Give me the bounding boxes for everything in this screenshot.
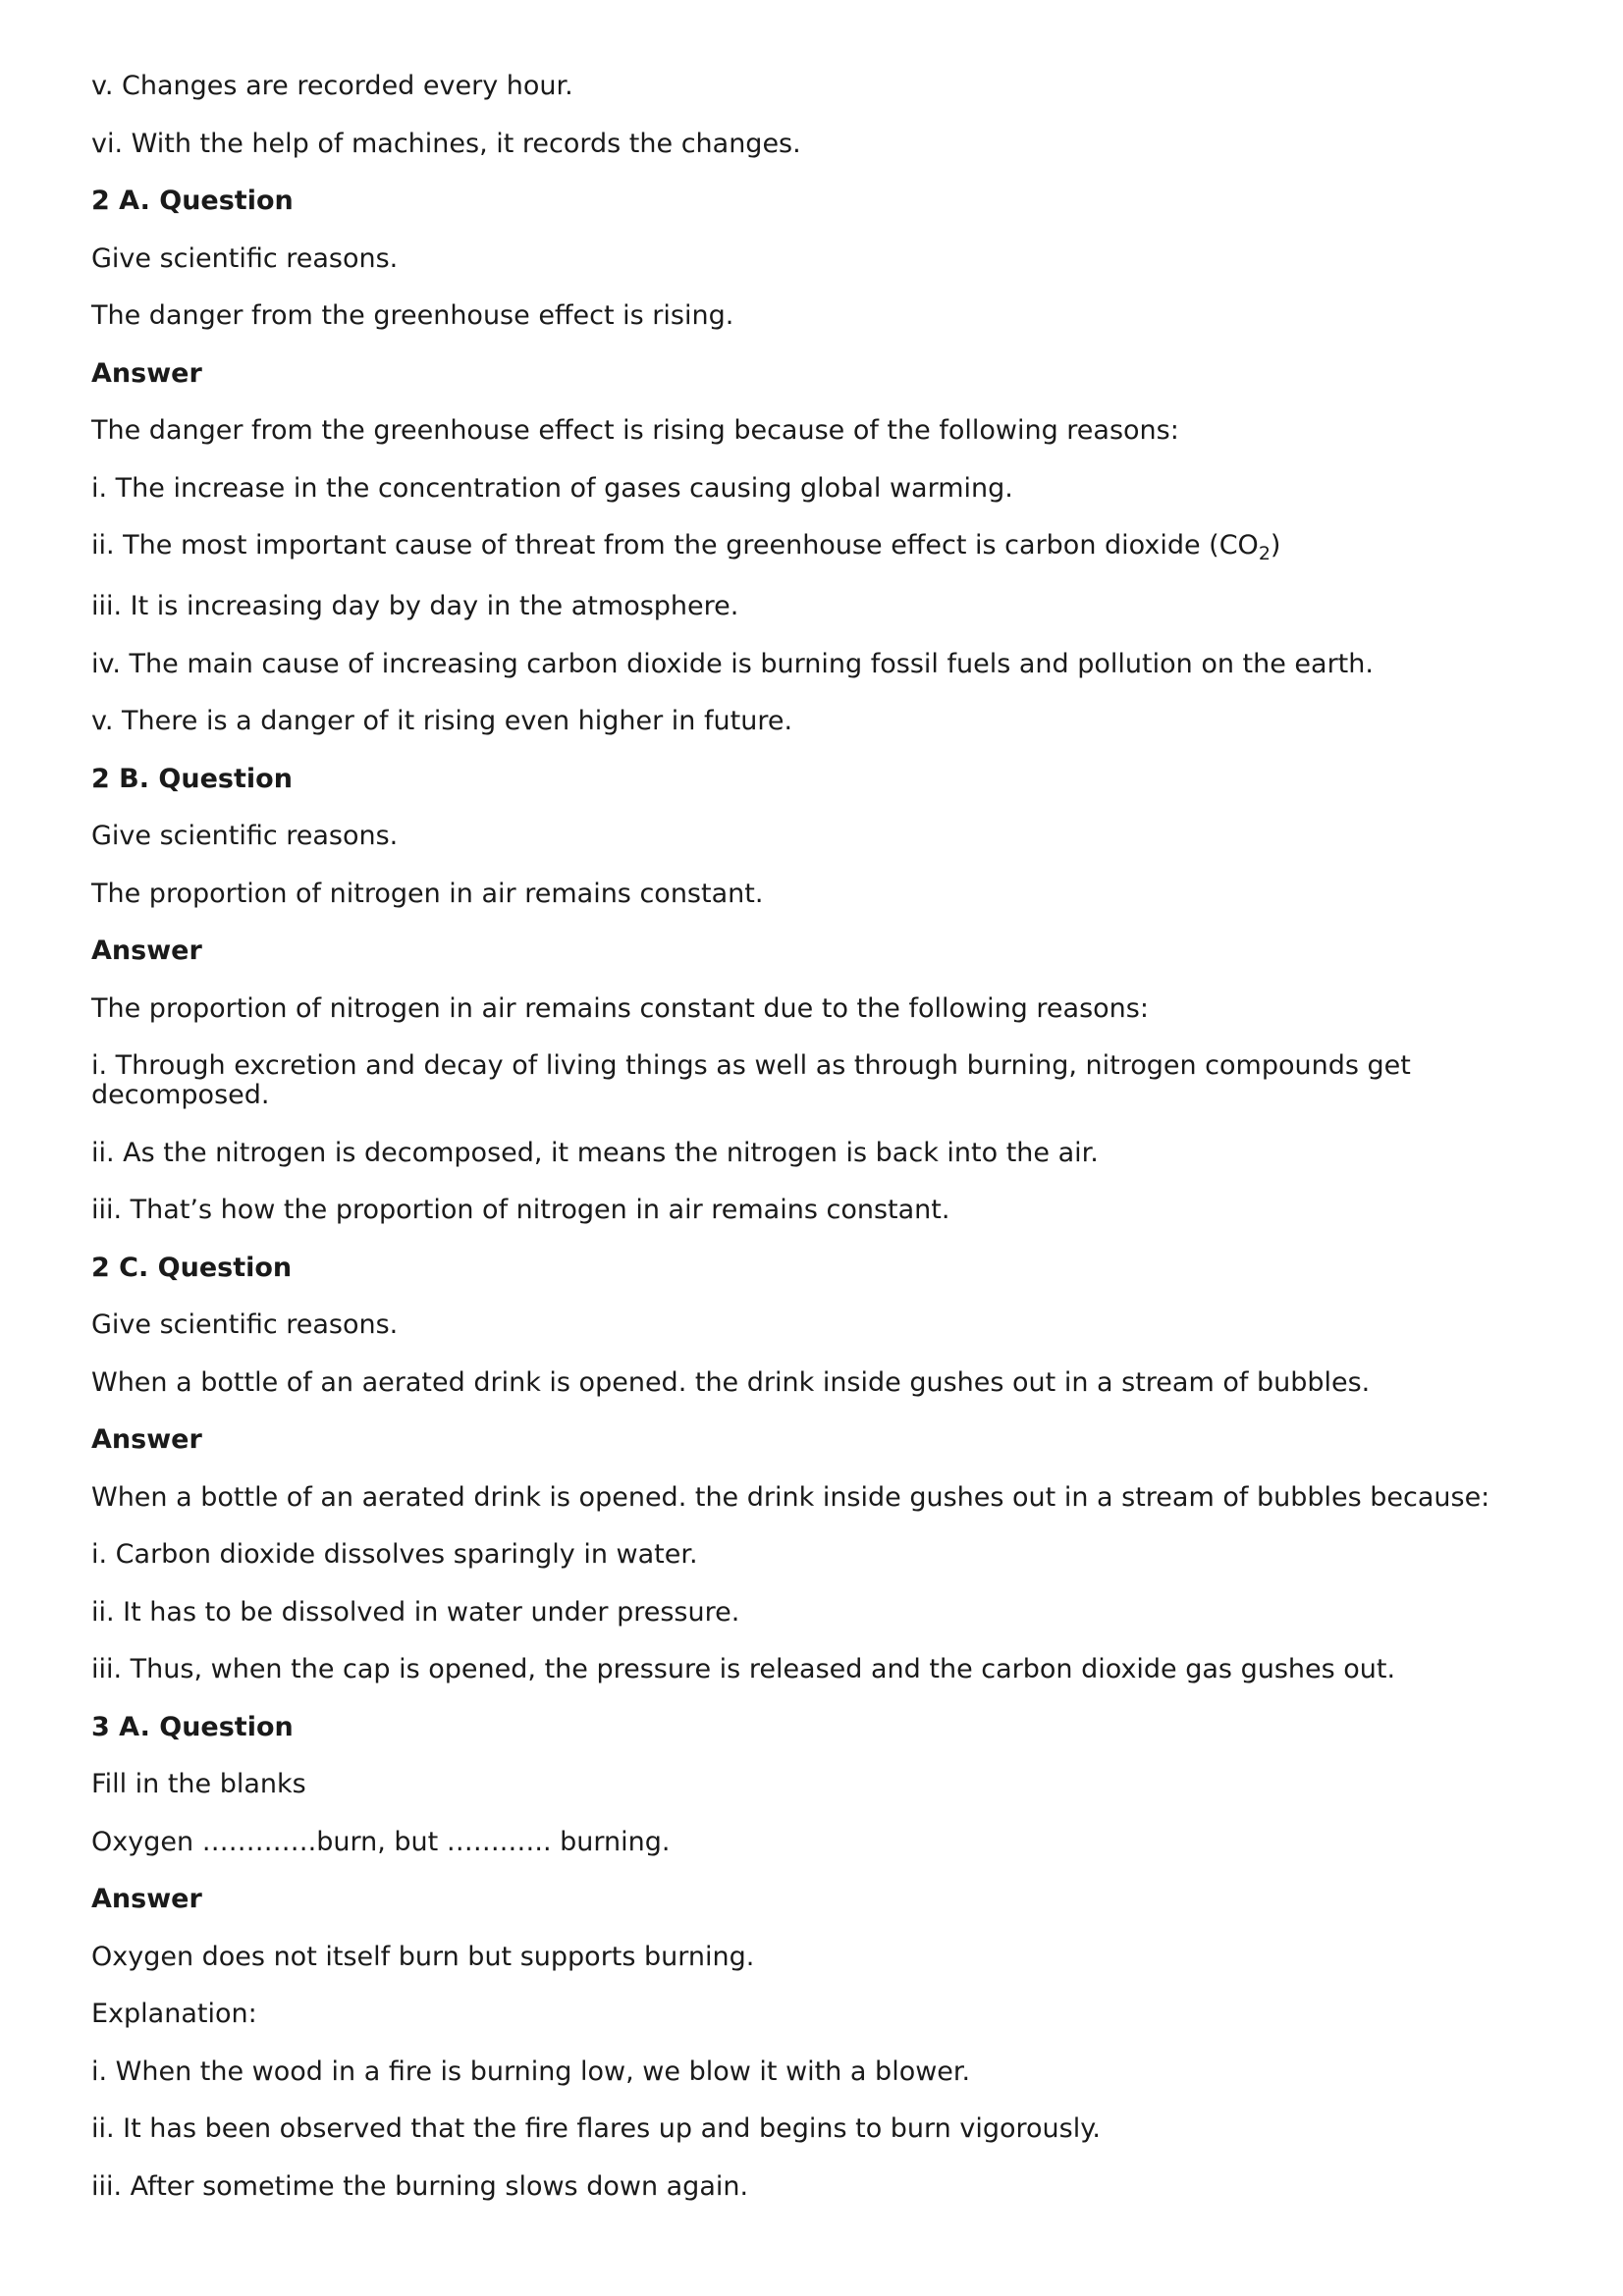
paragraph: iii. It is increasing day by day in the atmosphere. xyxy=(91,591,739,621)
question-heading: 2 C. Question xyxy=(91,1252,293,1283)
paragraph: v. There is a danger of it rising even higher in future. xyxy=(91,706,793,736)
paragraph: ii. It has been observed that the fire flares up and begins to burn vigorously. xyxy=(91,2113,1101,2144)
question-heading: 3 A. Question xyxy=(91,1711,294,1742)
document-page xyxy=(91,72,1535,2229)
paragraph: Oxygen ………….burn, but …….….. burning. xyxy=(91,1826,671,1857)
paragraph-with-subscript xyxy=(91,530,1535,564)
paragraph: i. Carbon dioxide dissolves sparingly in water. xyxy=(91,1539,698,1570)
answer-heading: Answer xyxy=(91,357,202,389)
paragraph: The proportion of nitrogen in air remains constant. xyxy=(91,878,764,909)
paragraph: i. When the wood in a fire is burning low, we blow it with a blower. xyxy=(91,2056,971,2087)
paragraph-text: ii. The most important cause of threat from the greenhouse effect is carbon dioxide (CO xyxy=(91,530,1259,561)
paragraph: iv. The main cause of increasing carbon dioxide is burning fossil fuels and pollution on the earth. xyxy=(91,648,1374,679)
paragraph: Give scientific reasons. xyxy=(91,1309,399,1340)
paragraph: The danger from the greenhouse effect is rising because of the following reasons: xyxy=(91,415,1179,446)
paragraph: The proportion of nitrogen in air remains constant due to the following reasons: xyxy=(91,992,1149,1024)
subscript: 2 xyxy=(1258,543,1271,564)
paragraph: iii. After sometime the burning slows down again. xyxy=(91,2170,749,2202)
paragraph: iii. That’s how the proportion of nitrogen in air remains constant. xyxy=(91,1195,950,1225)
paragraph: When a bottle of an aerated drink is opened. the drink inside gushes out in a stream of bubbles because: xyxy=(91,1481,1490,1513)
paragraph: Give scientific reasons. xyxy=(91,242,399,274)
paragraph-text-after: ) xyxy=(1270,530,1281,561)
answer-heading: Answer xyxy=(91,1424,202,1455)
paragraph: ii. As the nitrogen is decomposed, it means the nitrogen is back into the air. xyxy=(91,1137,1099,1168)
paragraph: ii. It has to be dissolved in water under pressure. xyxy=(91,1596,740,1628)
paragraph: iii. Thus, when the cap is opened, the pressure is released and the carbon dioxide gas gushes out. xyxy=(91,1654,1396,1684)
paragraph: Give scientific reasons. xyxy=(91,821,399,851)
paragraph: vi. With the help of machines, it records the changes. xyxy=(91,128,801,159)
question-heading: 2 B. Question xyxy=(91,763,293,794)
answer-heading: Answer xyxy=(91,935,202,966)
paragraph: v. Changes are recorded every hour. xyxy=(91,71,573,101)
paragraph: The danger from the greenhouse effect is rising. xyxy=(91,300,734,331)
paragraph: Fill in the blanks xyxy=(91,1769,306,1799)
paragraph: i. The increase in the concentration of gases causing global warming. xyxy=(91,472,1013,504)
question-heading: 2 A. Question xyxy=(91,186,294,216)
answer-heading: Answer xyxy=(91,1884,202,1914)
paragraph: Explanation: xyxy=(91,1999,257,2029)
paragraph: When a bottle of an aerated drink is opened. the drink inside gushes out in a stream of bubbles. xyxy=(91,1366,1371,1398)
paragraph: Oxygen does not itself burn but supports burning. xyxy=(91,1941,755,1972)
paragraph: i. Through excretion and decay of living things as well as through burning, nitrogen compounds get decomposed. xyxy=(91,1050,1411,1110)
